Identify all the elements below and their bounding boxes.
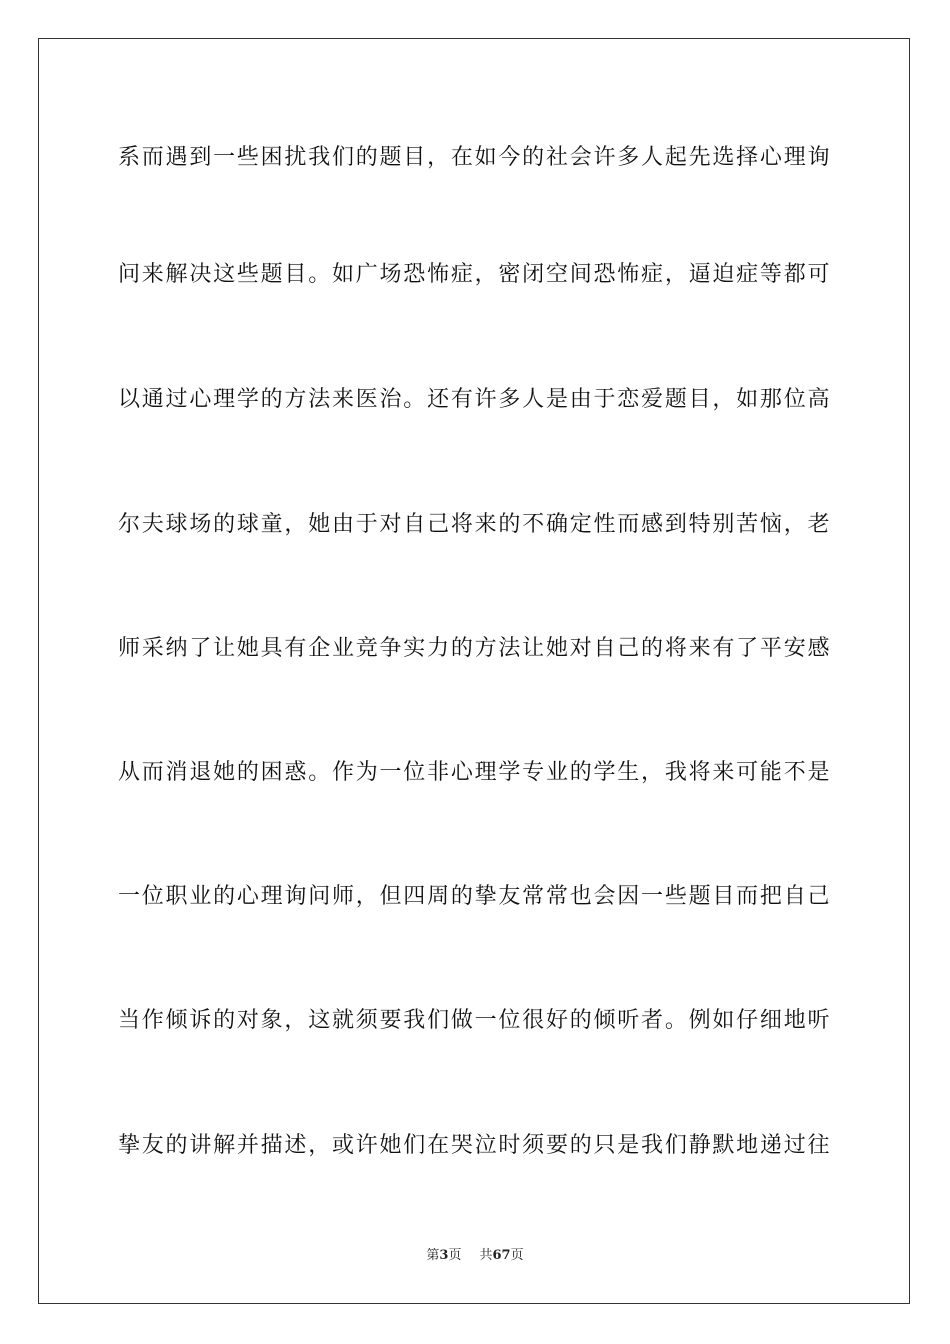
- page-border: [38, 38, 910, 1304]
- page-footer: [0, 1244, 950, 1263]
- footer-page-number: 3: [439, 1248, 449, 1263]
- body-text-line-1: 系而遇到一些困扰我们的题目，在如今的社会许多人起先选择心理询: [118, 145, 830, 170]
- body-text-line-6: 从而消退她的困惑。作为一位非心理学专业的学生，我将来可能不是: [118, 760, 830, 785]
- footer-total-pages: 67: [492, 1248, 511, 1263]
- footer-page-prefix: 第: [426, 1248, 440, 1263]
- footer-page-suffix: 页: [448, 1248, 462, 1263]
- footer-total-prefix: 共: [479, 1248, 493, 1263]
- body-text-line-2: 问来解决这些题目。如广场恐怖症，密闭空间恐怖症，逼迫症等都可: [118, 262, 830, 287]
- body-text-line-5: 师采纳了让她具有企业竞争实力的方法让她对自己的将来有了平安感: [118, 636, 830, 661]
- body-text-line-8: 当作倾诉的对象，这就须要我们做一位很好的倾听者。例如仔细地听: [118, 1008, 830, 1033]
- body-text-line-7: 一位职业的心理询问师，但四周的挚友常常也会因一些题目而把自己: [118, 884, 830, 909]
- footer-total-suffix: 页: [510, 1248, 524, 1263]
- body-text-line-4: 尔夫球场的球童，她由于对自己将来的不确定性而感到特别苦恼，老: [118, 512, 830, 537]
- body-text-line-3: 以通过心理学的方法来医治。还有许多人是由于恋爱题目，如那位高: [118, 387, 830, 412]
- body-text-line-9: 挚友的讲解并描述，或许她们在哭泣时须要的只是我们静默地递过往: [118, 1133, 830, 1158]
